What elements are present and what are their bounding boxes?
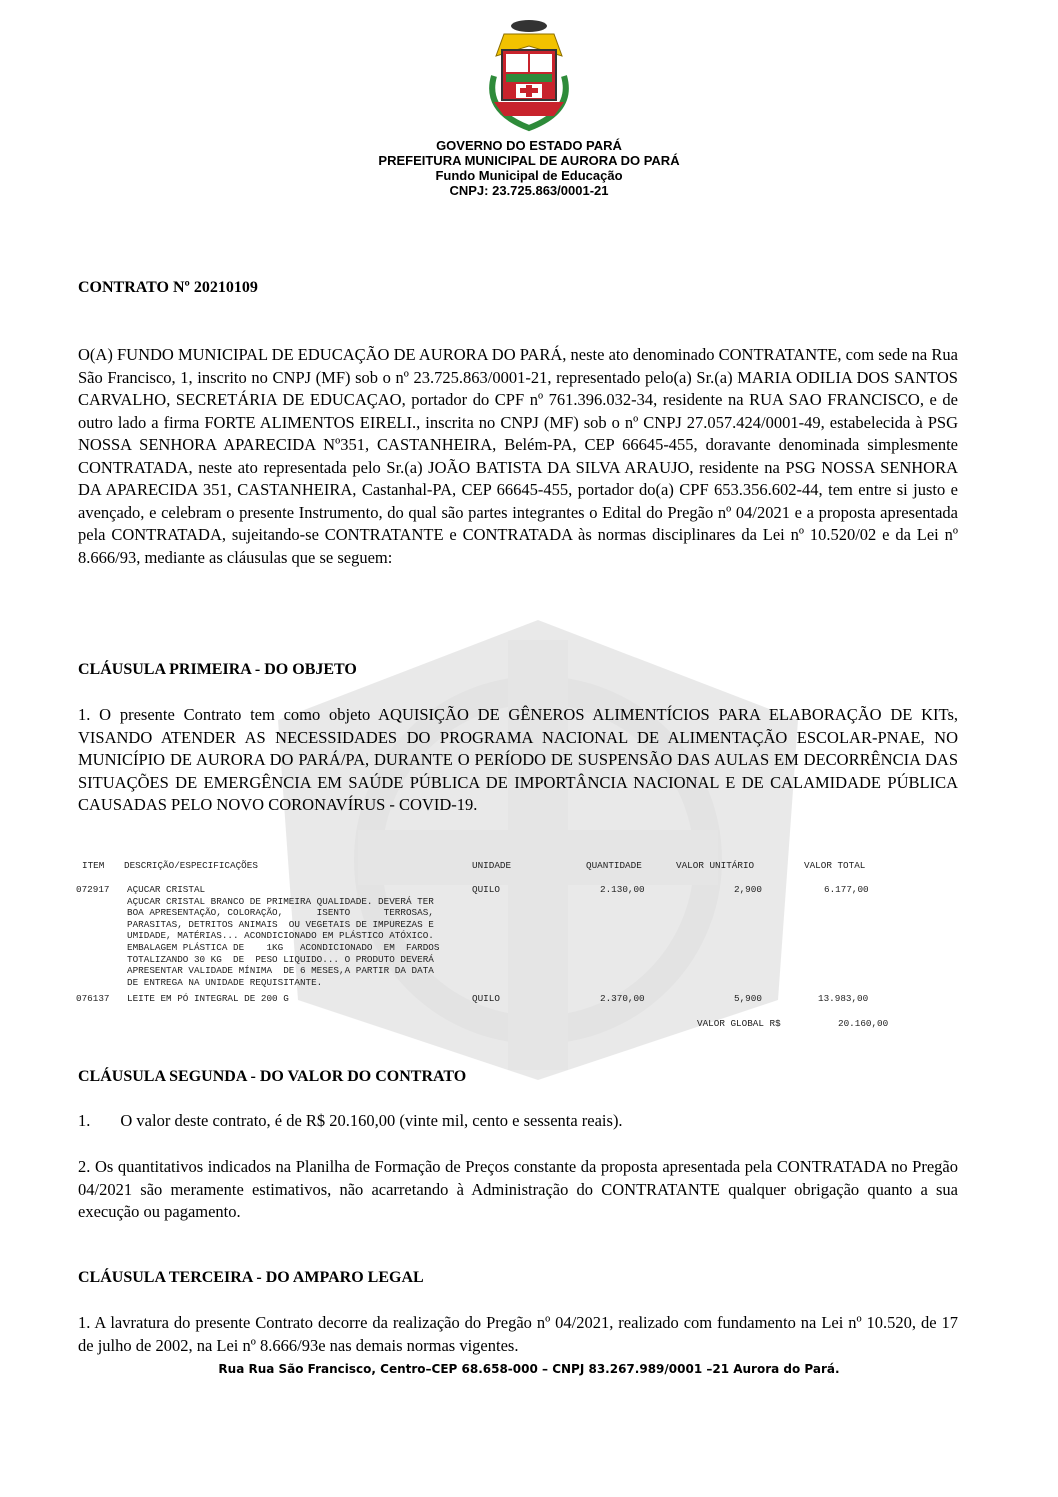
clause2-item1-text: O valor deste contrato, é de R$ 20.160,00 (vinte mil, cento e sessenta reais). — [120, 1111, 623, 1130]
table-header-item: ITEM — [82, 860, 105, 871]
clause1-title: CLÁUSULA PRIMEIRA - DO OBJETO — [78, 661, 357, 678]
header-line-cnpj: CNPJ: 23.725.863/0001-21 — [449, 183, 609, 198]
clause1-text: 1. O presente Contrato tem como objeto AQUISIÇÃO DE GÊNEROS ALIMENTÍCIOS PARA ELABORAÇÃO DE KITs, VISANDO ATENDER AS NECESSIDADES DO PROGRAMA NACIONAL DE ALIMENTAÇÃO ESCOLAR-PNAE, NO MUNICÍPIO DE AURORA DO PARÁ/PA, DURANTE O PERÍODO DE SUSPENSÃO DAS AULAS EM DECORRÊNCIA DAS SITUAÇÕES DE EMERGÊNCIA EM SAÚDE PÚBLICA DE IMPORTÂNCIA NACIONAL E DE CALAMIDADE PÚBLICA CAUSADAS PELO NOVO CORONAVÍRUS - COVID-19. — [78, 705, 958, 814]
table-row-1-name: AÇUCAR CRISTAL — [127, 884, 206, 895]
clause2-item2: 2. Os quantitativos indicados na Planilha de Formação de Preços constante da proposta apresentada pela CONTRATADA no Pregão 04/2021 são meramente estimativos, não acarretando à Administração do CONTRATANTE qualquer obrigação quanto a sua execução ou pagamento. — [78, 1157, 958, 1221]
page-footer: Rua Rua São Francisco, Centro–CEP 68.658-000 – CNPJ 83.267.989/0001 –21 Aurora do Pará. — [218, 1362, 840, 1376]
table-row-2-total: 13.983,00 — [818, 993, 869, 1004]
intro-paragraph: O(A) FUNDO MUNICIPAL DE EDUCAÇÃO DE AURORA DO PARÁ, neste ato denominado CONTRATANTE, com sede na Rua São Francisco, 1, inscrito no CNPJ (MF) sob o nº 23.725.863/0001-21, representado pelo(a) Sr.(a) MARIA ODILIA DOS SANTOS CARVALHO, SECRETÁRIA DE EDUCAÇAO, portador do CPF nº 761.396.032-34, residente na RUA SAO FRANCISCO, e de outro lado a firma FORTE ALIMENTOS EIRELI., inscrita no CNPJ (MF) sob o nº CNPJ 27.057.424/0001-49, estabelecida à PSG NOSSA SENHORA APARECIDA Nº351, CASTANHEIRA, Belém-PA, CEP 66645-455, doravante denominada simplesmente CONTRATADA, neste ato representada pelo Sr.(a) JOÃO BATISTA DA SILVA ARAUJO, residente na PSG NOSSA SENHORA DA APARECIDA 351, CASTANHEIRA, Castanhal-PA, CEP 66645-455, portador do(a) CPF 653.356.602-44, tem entre si justo e avençado, e celebram o presente Instrumento, do qual são partes integrantes o Edital do Pregão nº 04/2021 e a proposta apresentada pela CONTRATADA, sujeitando-se CONTRATANTE e CONTRATADA às normas disciplinares da Lei nº 10.520/02 e da Lei nº 8.666/93, mediante as cláusulas que se seguem: — [78, 345, 958, 567]
clause2-item1 — [78, 1110, 958, 1133]
table-header-unit: UNIDADE — [472, 860, 512, 871]
clause2-item1-number: 1. — [78, 1111, 91, 1130]
table-row-1-unit: QUILO — [472, 884, 500, 895]
table-header-description: DESCRIÇÃO/ESPECIFICAÇÕES — [124, 860, 258, 871]
table-row-1-total: 6.177,00 — [824, 884, 869, 895]
table-row-1-spec-4: UMIDADE, MATÉRIAS... ACONDICIONADO EM PLÁSTICO ATÓXICO. — [127, 930, 434, 942]
page-header — [0, 16, 1058, 198]
table-row-2-unit: QUILO — [472, 993, 500, 1004]
table-header-unit-price: VALOR UNITÁRIO — [676, 860, 755, 871]
clause2-title: CLÁUSULA SEGUNDA - DO VALOR DO CONTRATO — [78, 1068, 467, 1085]
table-row-1-quantity: 2.130,00 — [600, 884, 645, 895]
table-row-2-unit-price: 5,900 — [734, 993, 762, 1004]
contract-title: CONTRATO Nº 20210109 — [78, 279, 258, 296]
table-row-2-quantity: 2.370,00 — [600, 993, 645, 1004]
table-header-total: VALOR TOTAL — [804, 860, 866, 871]
table-row-1-spec-6: TOTALIZANDO 30 KG DE PESO LIQUIDO... O PRODUTO DEVERÁ — [127, 953, 434, 965]
header-line-fund: Fundo Municipal de Educação — [435, 168, 623, 183]
table-row-1-spec-2: BOA APRESENTAÇÃO, COLORAÇÃO, ISENTO TERROSAS, — [127, 907, 434, 919]
header-line-prefecture: PREFEITURA MUNICIPAL DE AURORA DO PARÁ — [378, 153, 680, 168]
table-global-label: VALOR GLOBAL R$ — [697, 1018, 781, 1029]
clause3-text: 1. A lavratura do presente Contrato decorre da realização do Pregão nº 04/2021, realizado com fundamento na Lei nº 10.520, de 17 de julho de 2002, na Lei nº 8.666/93e nas demais normas vigentes. — [78, 1313, 958, 1355]
table-global-value: 20.160,00 — [838, 1018, 889, 1029]
table-row-2-name: LEITE EM PÓ INTEGRAL DE 200 G — [127, 993, 289, 1004]
table-row-1-spec-7: APRESENTAR VALIDADE MÍNIMA DE 6 MESES,A PARTIR DA DATA — [127, 965, 434, 977]
header-line-state: GOVERNO DO ESTADO PARÁ — [436, 138, 622, 153]
table-row-1-spec-1: AÇUCAR CRISTAL BRANCO DE PRIMEIRA QUALIDADE. DEVERÁ TER — [127, 895, 434, 907]
table-row-2-item: 076137 — [76, 993, 110, 1004]
table-row-1-spec-5: EMBALAGEM PLÁSTICA DE 1KG ACONDICIONADO EM FARDOS — [127, 942, 440, 953]
table-row-1-spec-8: DE ENTREGA NA UNIDADE REQUISITANTE. — [127, 976, 323, 988]
clause3-title: CLÁUSULA TERCEIRA - DO AMPARO LEGAL — [78, 1269, 424, 1286]
table-row-1-spec-3: PARASITAS, DETRITOS ANIMAIS OU VEGETAIS DE IMPUREZAS E — [127, 918, 434, 930]
municipal-coat-of-arms — [474, 16, 584, 134]
table-header-quantity: QUANTIDADE — [586, 860, 642, 871]
table-row-1-unit-price: 2,900 — [734, 884, 762, 895]
table-row-1-item: 072917 — [76, 884, 110, 895]
